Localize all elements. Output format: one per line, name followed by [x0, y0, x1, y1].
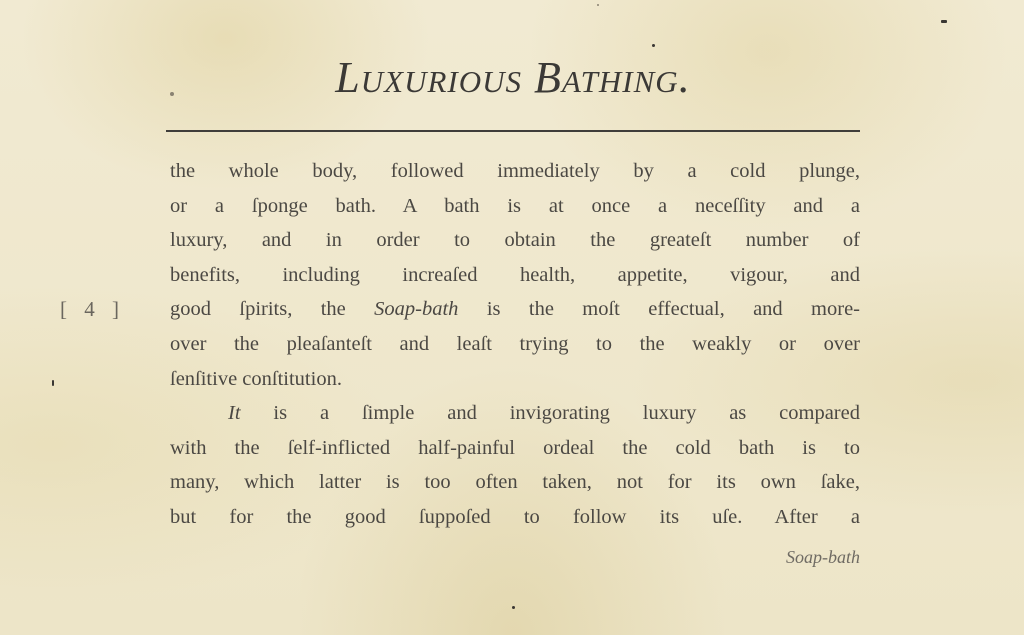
text-line-5: [170, 292, 860, 327]
paper-speck: [941, 20, 947, 23]
text-line-10: [170, 465, 860, 500]
text-run: or a ſponge bath. A bath is at once a neceſſity and a: [170, 194, 860, 217]
paper-speck: [652, 44, 655, 47]
text-run: good ſpirits, the: [170, 298, 375, 321]
text-line-6: [170, 327, 860, 362]
text-line-4: [170, 258, 860, 293]
text-line-9: [170, 431, 860, 466]
text-line-3: [170, 223, 860, 258]
paper-speck: [512, 606, 515, 609]
text-run: over the pleaſanteſt and leaſt trying to the weakly or over: [170, 332, 860, 355]
text-run: is the moſt effectual, and more-: [458, 298, 861, 321]
text-run: ſenſitive conſtitution.: [170, 367, 342, 390]
text-run: is a ſimple and invigorating luxury as compared: [240, 402, 860, 425]
body-text: [170, 154, 860, 535]
text-line-8: [170, 396, 860, 431]
paper-speck: [597, 4, 599, 6]
italic-soap-bath: Soap-bath: [374, 298, 459, 321]
text-run: luxury, and in order to obtain the greateſt number of: [170, 229, 860, 252]
page-number: [ 4 ]: [60, 297, 125, 321]
text-run: with the ſelf-inflicted half-painful ordeal the cold bath is to: [170, 436, 860, 459]
text-run: benefits, including increaſed health, appetite, vigour, and: [170, 263, 860, 286]
text-line-1: [170, 154, 860, 189]
text-run: but for the good ſuppoſed to follow its uſe. After a: [170, 505, 860, 528]
text-run: many, which latter is too often taken, not for its own ſake,: [170, 471, 860, 494]
page-title: Luxurious Bathing.: [335, 53, 691, 102]
text-line-11: [170, 500, 860, 535]
text-run: the whole body, followed immediately by a cold plunge,: [170, 160, 860, 182]
catchword: Soap-bath: [786, 547, 860, 567]
paper-speck: [170, 92, 174, 96]
text-line-7: [170, 362, 860, 397]
paper-speck: [52, 380, 54, 386]
title-rule: [166, 130, 860, 132]
text-line-2: [170, 189, 860, 224]
italic-it: It: [228, 402, 241, 425]
